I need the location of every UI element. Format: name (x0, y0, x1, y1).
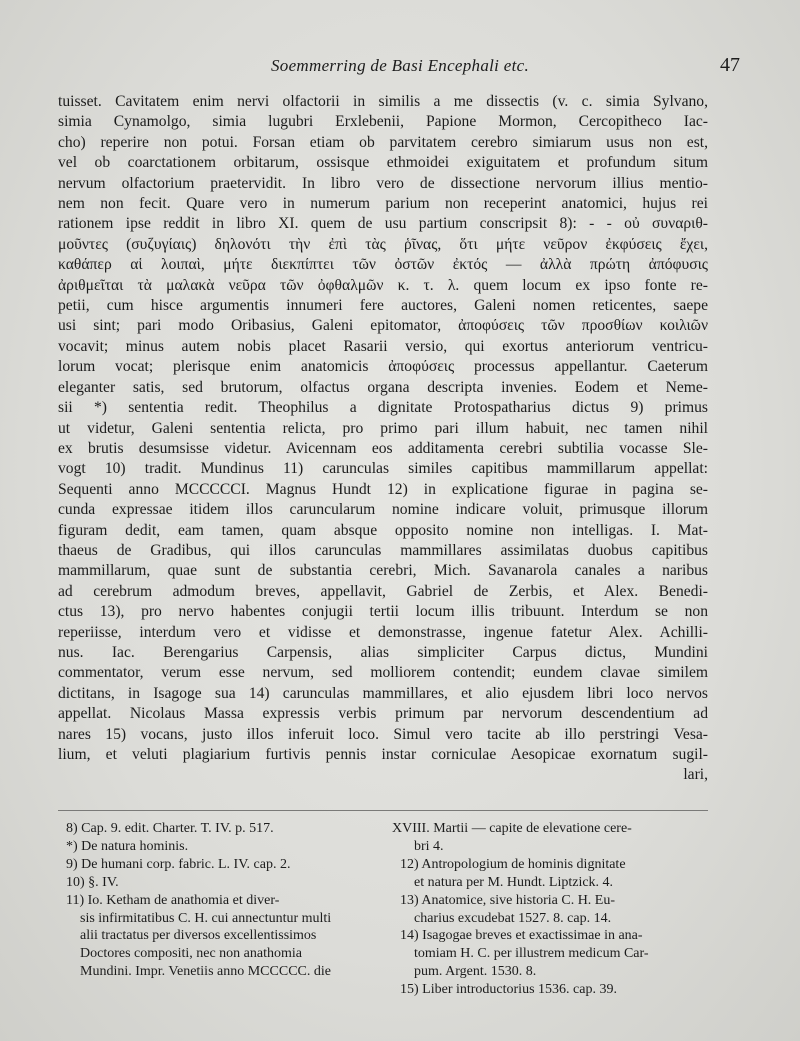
footnote-line: pum. Argent. 1530. 8. (414, 964, 537, 980)
text-line: petii, cum hisce argumentis innumeri fere auctores, Galeni nomen reticentes, saepe (58, 297, 708, 315)
text-line: μοῦντες (συζυγίαις) δηλονότι τὴν ἐπὶ τὰς ῥῖνας, ὅτι μήτε νεῦρον ἐκφύσεις ἔχει, (58, 235, 708, 253)
footnote-line: 9) De humani corp. fabric. L. IV. cap. 2. (66, 856, 291, 872)
footnote-line: *) De natura hominis. (66, 838, 189, 854)
footnotes-right-column (392, 820, 708, 999)
footnote-line: Mundini. Impr. Venetiis anno MCCCCC. die (80, 964, 331, 980)
text-line: nares 15) vocans, justo illos inferuit loco. Simul vero tacite ab illo perstringi Vesa- (58, 725, 708, 743)
text-line: ctus 13), pro nervo habentes conjugii tertii locum illis tribuunt. Interdum se non (58, 603, 708, 621)
text-line: nervum olfactorium praetervidit. In libro vero de dissectione nervorum illius mentio- (58, 174, 708, 192)
footnote-line: 8) Cap. 9. edit. Charter. T. IV. p. 517. (66, 821, 274, 836)
text-line: lari, (683, 766, 708, 784)
main-text (58, 92, 708, 786)
text-line: reperiisse, interdum vero et vidisse et demonstrasse, ingenue fatetur Alex. Achilli- (58, 623, 708, 641)
page-header (60, 56, 740, 84)
text-line: Sequenti anno MCCCCCI. Magnus Hundt 12) in explicatione figurae in pagina se- (58, 480, 708, 498)
text-line: rationem ipse reddit in libro XI. quem de usu partium conscripsit 8): - - οὐ συναριθ- (58, 215, 708, 233)
text-line: commentator, verum esse nervum, sed molliorem contendit; eundem clavae similem (58, 664, 708, 682)
text-line: ut videtur, Galeni sententia relicta, pro primo pari illum habuit, nec tamen nihil (58, 419, 708, 437)
text-line: ἀριθμεῖται τὰ μαλακὰ νεῦρα τῶν ὀφθαλμῶν κ. τ. λ. quem locum ex ipso fonte re- (58, 276, 708, 294)
text-line: cunda expressae itidem illos caruncularum nomine indicare voluit, primusque illorum (58, 501, 708, 519)
footnote-line: 10) §. IV. (66, 874, 119, 890)
text-line: mammillarum, quae sunt de substantia cerebri, Mich. Savanarola canales a naribus (58, 562, 708, 580)
footnote-line: 11) Io. Ketham de anathomia et diver- (66, 892, 280, 908)
text-line: thaeus de Gradibus, qui illos carunculas mammillares assimilatas duobus capitibus (58, 541, 708, 559)
text-line: figuram dedit, eam tamen, quam absque opposito nomine non intelligas. I. Mat- (58, 521, 708, 539)
text-line: tuisset. Cavitatem enim nervi olfactorii in similis a me dissectis (v. c. simia Sylvano, (58, 93, 708, 110)
footnotes-left-column (58, 820, 374, 981)
text-line: ad cerebrum admodum breves, appellavit, Gabriel de Zerbis, et Alex. Benedi- (58, 582, 708, 600)
footnote-line: 12) Antropologium de hominis dignitate (400, 856, 626, 872)
page-number: 47 (720, 54, 740, 76)
text-line: lium, et veluti plagiarium furtivis pennis instar corniculae Aesopicae exornatum sugil- (58, 746, 708, 763)
footnote-line: tomiam H. C. per illustrem medicum Car- (414, 946, 649, 962)
text-line: καθάπερ αἱ λοιπαὶ, μήτε διεκπίπτει τῶν ὀστῶν ἐκτός — ἀλλὰ πρώτη ἀπόφυσις (58, 256, 708, 274)
text-line: eleganter satis, sed brutorum, olfactus organa descripta invenies. Eodem et Neme- (58, 378, 708, 396)
running-title: Soemmerring de Basi Encephali etc. (270, 56, 530, 75)
text-line: ex brutis desumsisse videtur. Avicennam eos additamenta cerebri subtilia vocasse Sle- (58, 439, 708, 457)
text-line: cho) reperire non potui. Forsan etiam ob parvitatem cerebro simiarum usus non est, (58, 133, 708, 151)
footnote-line: 15) Liber introductorius 1536. cap. 39. (400, 982, 617, 998)
footnote-divider (58, 810, 708, 811)
text-line: nem non fecit. Quare vero in numerum parium non receperint anatomici, hujus rei (58, 195, 708, 213)
footnote-line: 13) Anatomice, sive historia C. H. Eu- (400, 892, 616, 908)
text-line: appellat. Nicolaus Massa expressis verbis primum par nervorum descendentium ad (58, 705, 708, 723)
footnote-line: charius excudebat 1527. 8. cap. 14. (414, 910, 612, 926)
footnote-line: alii tractatus per diversos excellentissimos (80, 928, 317, 944)
text-line: dictitans, in Isagoge sua 14) carunculas mammillares, et alio ejusdem libri loco nervos (58, 684, 708, 702)
footnote-line: XVIII. Martii — capite de elevatione cere- (392, 821, 632, 836)
text-line: nus. Iac. Berengarius Carpensis, alias simpliciter Carpus dictus, Mundini (58, 643, 708, 661)
text-line: sii *) sententia redit. Theophilus a dignitate Protospatharius dictus 9) primus (58, 399, 708, 417)
footnote-line: Doctores compositi, nec non anathomia (80, 946, 302, 962)
footnote-line: sis infirmitatibus C. H. cui annectuntur multi (80, 910, 332, 926)
text-line: vocavit; minus autem nobis placet Rasarii versio, qui exortus anteriorum ventricu- (58, 337, 708, 355)
footnote-line: 14) Isagogae breves et exactissimae in ana- (400, 928, 643, 944)
text-line: lorum vocat; plerisque enim anatomicis ἀποφύσεις processus appellantur. Caeterum (58, 358, 708, 376)
text-line: usi sint; pari modo Oribasius, Galeni epitomator, ἀποφύσεις τῶν προσθίων κοιλιῶν (58, 317, 708, 335)
footnote-line: et natura per M. Hundt. Liptzick. 4. (414, 874, 614, 890)
text-line: vogt 10) tradit. Mundinus 11) carunculas similes capitibus mammillarum appellat: (58, 460, 708, 478)
text-line: vel ob coarctationem orbitarum, ossisque ethmoidei exiguitatem et profundum situm (58, 154, 708, 172)
text-line: simia Cynamolgo, simia lugubri Erxlebenii, Papione Mormon, Cercopitheco Iac- (58, 113, 708, 131)
footnote-line: bri 4. (414, 838, 444, 854)
